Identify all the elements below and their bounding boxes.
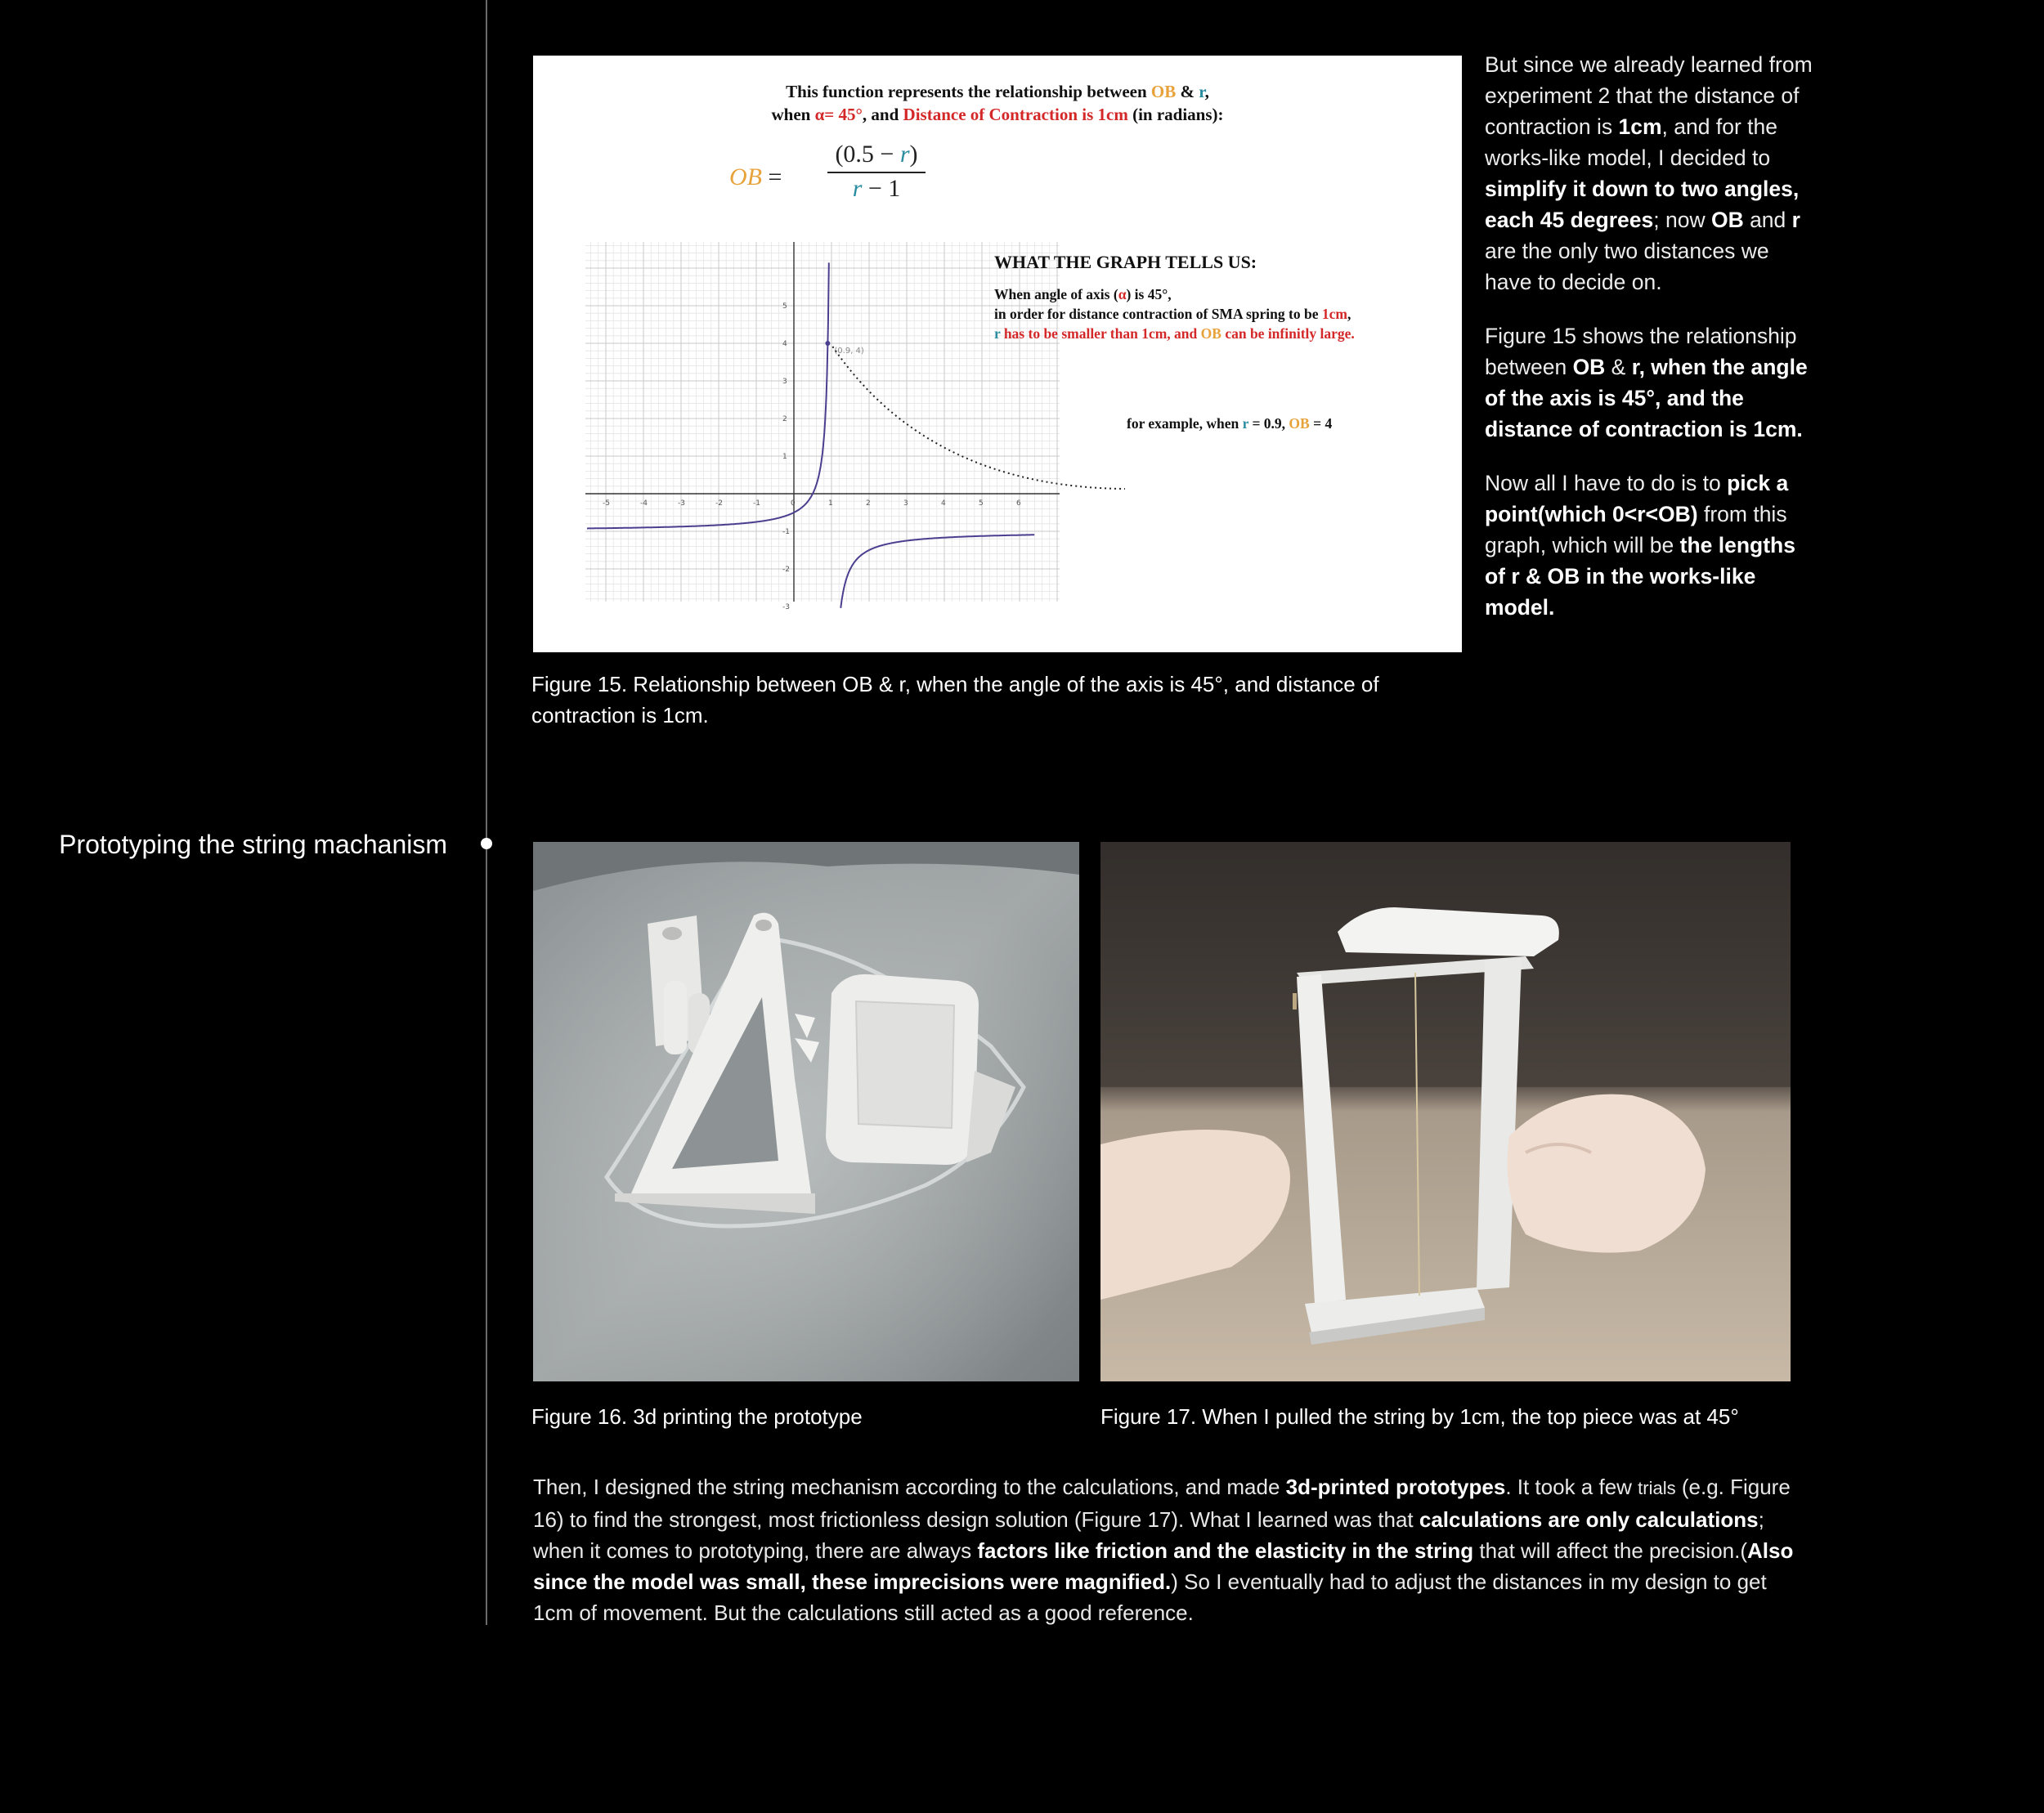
x-tick-label: -3 (678, 499, 685, 508)
figure-16-caption: Figure 16. 3d printing the prototype (531, 1404, 863, 1429)
x-tick-label: -5 (603, 499, 610, 508)
timeline-line (486, 0, 487, 1625)
x-tick-label: -2 (715, 499, 723, 508)
example-annotation: for example, when r = 0.9, OB = 4 (1127, 415, 1333, 432)
y-tick-label: -2 (782, 566, 790, 574)
y-tick-label: -1 (782, 528, 790, 536)
curve-left-branch (587, 262, 829, 528)
side-description (1485, 49, 1820, 646)
x-tick-label: 3 (903, 499, 908, 508)
y-tick-label: 5 (782, 302, 787, 311)
point-label: (0.9, 4) (834, 347, 864, 356)
y-tick-label: 1 (782, 453, 787, 461)
figure-16-photo (533, 842, 1079, 1381)
curve-right-branch (840, 535, 1034, 608)
side-paragraph-1: But since we already learned from experiment 2 that the distance of contraction is 1cm, and for the works-like model, I decided to simplify it down to two angles, each 45 degrees; now OB and r are the only two distances we have to decide on. (1485, 52, 1813, 294)
section-title: Prototyping the string machanism (59, 830, 447, 859)
x-tick-label: 0 (791, 499, 796, 508)
y-tick-label: 2 (782, 415, 787, 423)
graph-explanation: WHAT THE GRAPH TELLS US: When angle of axis (α) is 45°, in order for distance contraction of SMA spring to be 1cm, r has to be smaller than 1cm, and OB can be infinitly large. (994, 252, 1355, 342)
x-tick-label: -4 (640, 499, 648, 508)
x-tick-label: -1 (753, 499, 760, 508)
body-paragraph: Then, I designed the string mechanism according to the calculations, and made 3d-printed prototypes. It took a few trials (e.g. Figure 16) to find the strongest, most frictionless design solution (Figure 17). What I learned was that calculations are only calculations; when it comes to prototyping, there are always factors like friction and the elasticity in the string that will affect the precision.(Also since the model was small, these imprecisions were magnified.) So I eventually had to adjust the distances in my design to get 1cm of movement. But the calculations still acted as a good reference. (533, 1475, 1794, 1625)
figure-15-caption: Figure 15. Relationship between OB & r, when the angle of the axis is 45°, and distance of contraction is 1cm. (531, 672, 1379, 727)
figure-15-panel: This function represents the relationship between OB & r, when α= 45°, and Distance of Contraction is 1cm (in radians): OB = $\frac{(0.5 - r)}{r - 1}$ -5 -4 -3 -2 -1 0 1 2 3 4 5 6 5 4 3 2 1 -1 -2 -3 (0.9, 4) WHAT THE GRAPH TELLS US: When angle of axis (α) is 45°, in order for distance contraction of SMA spring to be 1cm, r has to be smaller than 1cm, and OB can be infinitly large. for example, when r = 0.9, OB = 4 (533, 56, 1462, 652)
function-graph (585, 242, 1060, 611)
y-tick-label: 4 (782, 340, 787, 348)
timeline-dot (481, 838, 492, 849)
y-tick-label: -3 (782, 603, 790, 611)
y-tick-label: 3 (782, 378, 787, 386)
figure-15-heading: This function represents the relationship between OB & r, when α= 45°, and Distance of Contraction is 1cm (in radians): (771, 82, 1224, 124)
highlight-point (825, 341, 830, 346)
x-tick-label: 2 (866, 499, 871, 508)
x-tick-label: 5 (979, 499, 984, 508)
side-paragraph-2: Figure 15 shows the relationship between OB & r, when the angle of the axis is 45°, and the distance of contraction is 1cm. (1485, 324, 1808, 441)
x-tick-label: 1 (828, 499, 833, 508)
x-tick-label: 4 (941, 499, 946, 508)
side-paragraph-3: Now all I have to do is to pick a point(which 0<r<OB) from this graph, which will be the lengths of r & OB in the works-like model. (1485, 471, 1795, 620)
figure-17-photo (1100, 842, 1791, 1381)
figure-17-caption: Figure 17. When I pulled the string by 1cm, the top piece was at 45° (1100, 1404, 1739, 1429)
x-tick-label: 6 (1016, 499, 1021, 508)
